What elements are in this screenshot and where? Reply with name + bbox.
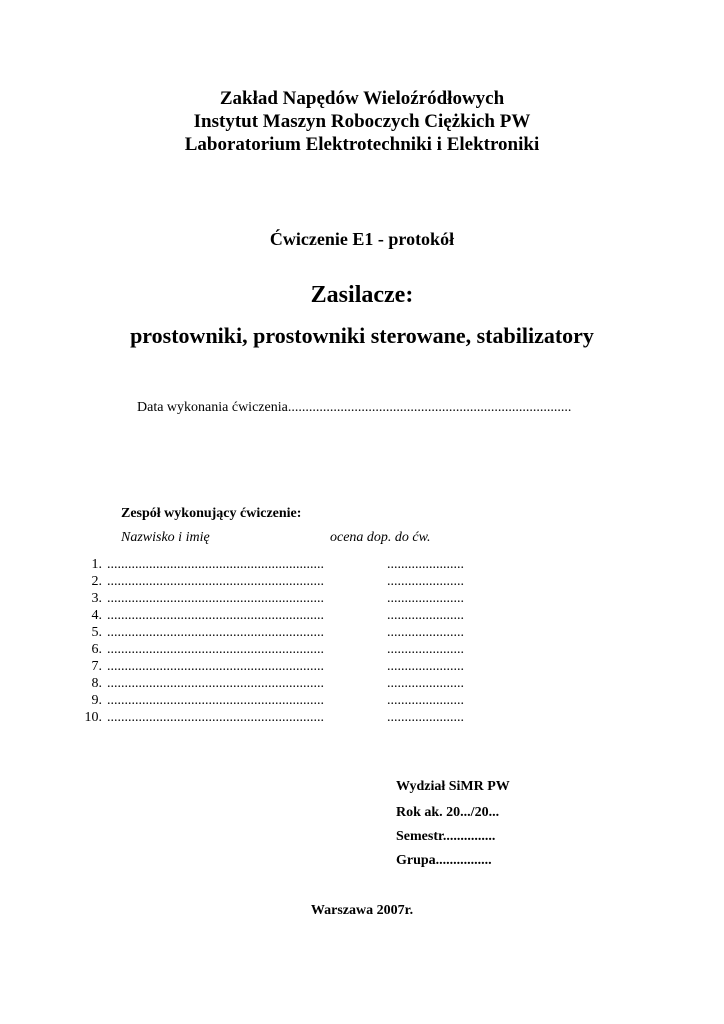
column-header-name: Nazwisko i imię bbox=[121, 530, 210, 545]
list-item bbox=[0, 608, 724, 625]
name-field: .............................................................. bbox=[107, 591, 324, 606]
row-number: 8. bbox=[91, 676, 102, 691]
grade-field: ...................... bbox=[387, 591, 464, 606]
header-laboratory: Laboratorium Elektrotechniki i Elektroniki bbox=[184, 134, 540, 155]
academic-year-field: Rok ak. 20.../20... bbox=[396, 805, 500, 820]
date-field: Data wykonania ćwiczenia................................................................................. bbox=[137, 400, 572, 415]
page-subtitle: prostowniki, prostowniki sterowane, stabilizatory bbox=[130, 323, 594, 348]
name-field: .............................................................. bbox=[107, 642, 324, 657]
name-field: .............................................................. bbox=[107, 659, 324, 674]
row-number: 4. bbox=[91, 608, 102, 623]
group-field: Grupa................ bbox=[396, 853, 492, 868]
row-number: 1. bbox=[91, 557, 102, 572]
list-item bbox=[0, 676, 724, 693]
grade-field: ...................... bbox=[387, 608, 464, 623]
place-and-date: Warszawa 2007r. bbox=[310, 903, 414, 918]
list-item bbox=[0, 693, 724, 710]
grade-field: ...................... bbox=[387, 557, 464, 572]
list-item bbox=[0, 574, 724, 591]
grade-field: ...................... bbox=[387, 659, 464, 674]
grade-field: ...................... bbox=[387, 574, 464, 589]
page-title: Zasilacze: bbox=[310, 282, 414, 308]
name-field: .............................................................. bbox=[107, 676, 324, 691]
faculty-label: Wydział SiMR PW bbox=[396, 779, 510, 794]
grade-field: ...................... bbox=[387, 676, 464, 691]
list-item bbox=[0, 710, 724, 727]
row-number: 10. bbox=[84, 710, 102, 725]
column-header-grade: ocena dop. do ćw. bbox=[330, 530, 431, 545]
header-institute: Instytut Maszyn Roboczych Ciężkich PW bbox=[193, 111, 531, 132]
grade-field: ...................... bbox=[387, 642, 464, 657]
grade-field: ...................... bbox=[387, 625, 464, 640]
list-item bbox=[0, 642, 724, 659]
list-item bbox=[0, 659, 724, 676]
row-number: 5. bbox=[91, 625, 102, 640]
name-field: .............................................................. bbox=[107, 693, 324, 708]
team-heading: Zespół wykonujący ćwiczenie: bbox=[121, 506, 302, 521]
name-field: .............................................................. bbox=[107, 625, 324, 640]
list-item bbox=[0, 625, 724, 642]
row-number: 3. bbox=[91, 591, 102, 606]
list-item bbox=[0, 557, 724, 574]
grade-field: ...................... bbox=[387, 710, 464, 725]
row-number: 6. bbox=[91, 642, 102, 657]
row-number: 7. bbox=[91, 659, 102, 674]
semester-field: Semestr............... bbox=[396, 829, 496, 844]
grade-field: ...................... bbox=[387, 693, 464, 708]
row-number: 2. bbox=[91, 574, 102, 589]
name-field: .............................................................. bbox=[107, 574, 324, 589]
list-item bbox=[0, 591, 724, 608]
name-field: .............................................................. bbox=[107, 710, 324, 725]
name-field: .............................................................. bbox=[107, 608, 324, 623]
header-department: Zakład Napędów Wieloźródłowych bbox=[219, 88, 505, 109]
name-field: .............................................................. bbox=[107, 557, 324, 572]
row-number: 9. bbox=[91, 693, 102, 708]
exercise-title: Ćwiczenie E1 - protokół bbox=[269, 229, 455, 249]
